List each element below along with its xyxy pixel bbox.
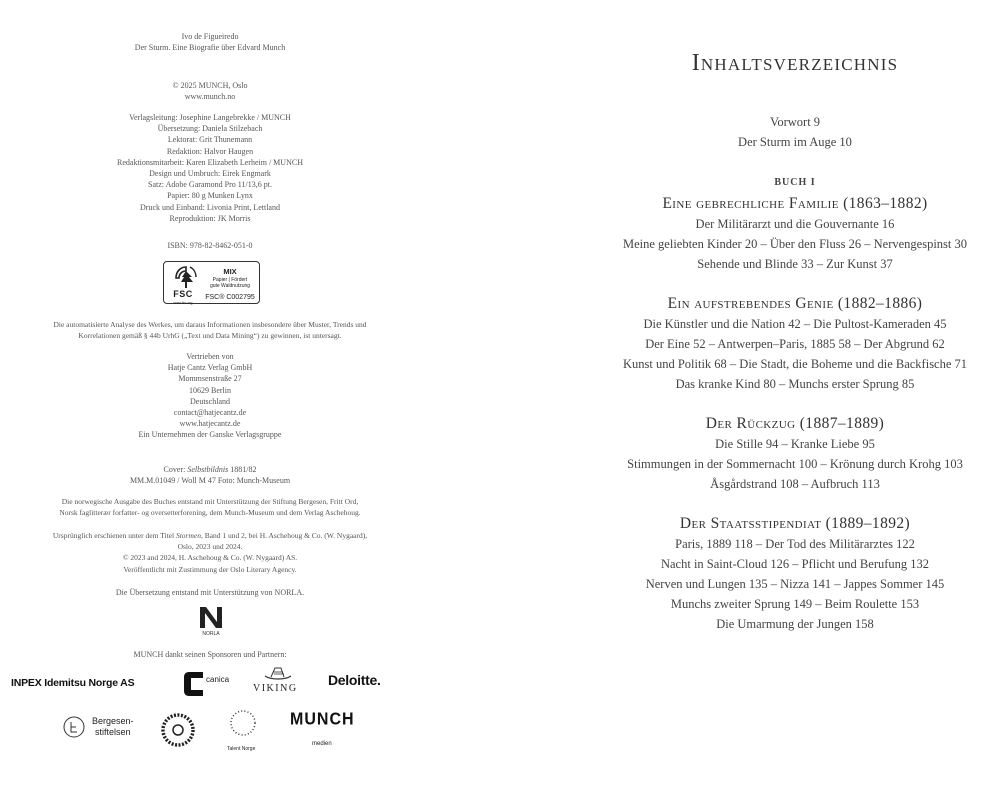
isbn-line: ISBN: 978-82-8462-051-0 — [167, 241, 253, 250]
book-title: Der Sturm. Eine Biografie über Edvard Munch — [134, 43, 286, 53]
credit-line: Lektorat: Grit Thunemann — [167, 135, 253, 145]
norwegian-edition-note: Die norwegische Ausgabe des Buches entstand mit Unterstützung der Stiftung Bergesen, Fritt Ord, Norsk faglitterær forfatter- og oversetterforening, dem Munch-Museum und dem Verlag Aschehoug. — [59, 497, 361, 518]
distribution-line: Vertrieben von — [186, 352, 234, 361]
credit-line: Übersetzung: Daniela Stilzebach — [157, 124, 263, 134]
fsc-wordmark: FSC — [173, 289, 193, 299]
chapter-entries: Åsgårdstrand 108 – Aufbruch 113 — [710, 477, 880, 491]
distribution-line: Deutschland — [190, 396, 230, 406]
credit-line: Design und Umbruch: Eirek Engmark — [149, 169, 271, 179]
chapter-entries: Stimmungen in der Sommernacht 100 – Krönung durch Krohg 103 — [627, 457, 963, 471]
credit-line: Verlagsleitung: Josephine Langebrekke / MUNCH — [129, 113, 291, 122]
norla-wordmark: NORLA — [202, 631, 220, 637]
credit-line: Redaktion: Halvor Haugen — [166, 146, 254, 156]
sponsors-thanks: MUNCH dankt seinen Sponsoren und Partnern: — [133, 650, 287, 659]
original-title-line: Ursprünglich erschienen unter dem Titel Stormen, Band 1 und 2, bei H. Aschehoug & Co. (W. Nygaard), — [52, 531, 368, 540]
book-label: BUCH I — [774, 177, 816, 188]
distribution-line: Ein Unternehmen der Ganske Verlagsgruppe — [138, 430, 282, 440]
chapter-entries: Die Künstler und die Nation 42 – Die Pultost-Kameraden 45 — [643, 317, 947, 331]
viking-ship-icon — [263, 666, 293, 682]
toc-front-item: Der Sturm im Auge 10 — [738, 135, 852, 149]
chapter-entries: Kunst und Politik 68 – Die Stadt, die Boheme und die Backfische 71 — [622, 357, 968, 371]
cover-line: Cover: Selbstbildnis 1881/82 — [163, 465, 257, 474]
cover-credit-block — [0, 464, 420, 486]
talent-norge-logo-icon — [228, 708, 258, 738]
credits-block — [0, 112, 420, 224]
chapter-entries: Das kranke Kind 80 – Munchs erster Sprung 85 — [675, 377, 915, 391]
credit-line: Redaktionsmitarbeit: Karen Elizabeth Lerheim / MUNCH — [117, 157, 303, 167]
fsc-code: FSC® C002795 — [205, 294, 255, 301]
talent-norge-wordmark: Talent Norge — [227, 746, 256, 752]
fsc-tree-icon — [170, 264, 198, 292]
translation-support: Die Übersetzung entstand mit Unterstützung von NORLA. — [115, 588, 305, 597]
chapter-entries: Sehende und Blinde 33 – Zur Kunst 37 — [697, 257, 893, 271]
chapter-entries: Meine geliebten Kinder 20 – Über den Fluss 26 – Nervengespinst 30 — [622, 237, 968, 251]
distribution-line: contact@hatjecantz.de — [173, 408, 247, 418]
toc-chapter — [590, 414, 1000, 494]
toc-front-item: Vorwort 9 — [769, 115, 821, 129]
canica-logo-icon — [181, 668, 207, 700]
toc-chapter — [590, 294, 1000, 394]
distribution-line: www.hatjecantz.de — [179, 419, 241, 429]
author-name: Ivo de Figueiredo — [181, 32, 239, 41]
website-line: www.munch.no — [184, 92, 236, 102]
credit-line: Reproduktion: JK Morris — [169, 213, 251, 223]
chapter-entries: Die Stille 94 – Kranke Liebe 95 — [715, 437, 875, 451]
colophon-page — [0, 0, 420, 800]
distribution-line: Mommsenstraße 27 — [178, 374, 242, 384]
original-edition-block: Ursprünglich erschienen unter dem Titel Stormen, Band 1 und 2, bei H. Aschehoug & Co. (W. Nygaard), Oslo, 2023 und 2024. © 2023 and 2024, H. Aschehoug & Co. (W. Nygaard) AS. Veröffentlicht mit Zustimmung der Oslo Literary Agency. — [0, 530, 420, 575]
fsc-description: Papier | Fördert gute Waldnutzung — [209, 277, 251, 289]
cover-credit: MM.M.01049 / Woll M 47 Foto: Munch-Museum — [129, 476, 291, 486]
toc-page — [590, 0, 1000, 800]
chapter-entries: Der Militärarzt und die Gouvernante 16 — [695, 217, 895, 231]
author-block — [0, 31, 420, 53]
toc-title: Inhaltsverzeichnis — [691, 50, 899, 76]
chapter-title: Ein aufstrebendes Genie (1882–1886) — [667, 295, 923, 312]
fsc-badge — [163, 261, 260, 304]
munch-medien-subtitle: medien — [312, 741, 332, 747]
chapter-entries: Munchs zweiter Sprung 149 – Beim Roulette 153 — [670, 597, 920, 611]
copyright-block — [0, 80, 420, 102]
distribution-block — [0, 351, 420, 441]
viking-wordmark: VIKING — [253, 683, 298, 694]
chapter-entries: Nacht in Saint-Cloud 126 – Pflicht und Berufung 132 — [660, 557, 930, 571]
credit-line: Druck und Einband: Livonia Print, Lettland — [140, 202, 280, 212]
chapter-title: Eine gebrechliche Familie (1863–1882) — [662, 195, 928, 212]
toc-chapter — [590, 514, 1000, 634]
deloitte-logo: Deloitte. — [328, 672, 381, 688]
chapter-entries: Nerven und Lungen 135 – Nizza 141 – Jappes Sommer 145 — [645, 577, 945, 591]
inpex-logo: INPEX Idemitsu Norge AS — [11, 677, 135, 689]
fsc-mix-label: MIX — [223, 267, 237, 276]
chapter-title: Der Rückzug (1887–1889) — [705, 415, 885, 432]
bergesen-seal-icon — [63, 716, 85, 738]
credit-line: Satz: Adobe Garamond Pro 11/13,6 pt. — [148, 180, 272, 190]
distribution-line: 10629 Berlin — [189, 385, 231, 395]
bergesen-wordmark: Bergesen- stiftelsen — [92, 716, 134, 737]
chapter-entries: Die Umarmung der Jungen 158 — [716, 617, 874, 631]
distribution-line: Hatje Cantz Verlag GmbH — [167, 363, 253, 373]
chapter-entries: Der Eine 52 – Antwerpen–Paris, 1885 58 – Der Abgrund 62 — [645, 337, 945, 351]
credit-line: Papier: 80 g Munken Lynx — [167, 191, 253, 201]
toc-chapter — [590, 194, 1000, 274]
canica-wordmark: canica — [206, 675, 230, 684]
chapter-entries: Paris, 1889 118 – Der Tod des Militärarztes 122 — [675, 537, 915, 551]
munch-medien-logo: MUNCH — [290, 710, 355, 729]
fsc-url: www.fsc.org — [173, 301, 193, 305]
chapter-title: Der Staatsstipendiat (1889–1892) — [679, 515, 911, 532]
sparebank-stiftelsen-seal-icon — [158, 710, 198, 750]
copyright-line: © 2025 MUNCH, Oslo — [172, 81, 248, 90]
tdm-notice: Die automatisierte Analyse des Werkes, um daraus Informationen insbesondere über Muster, Trends und Korrelationen gemäß § 44b UrhG („Text und Data Mining“) zu gewinnen, ist untersagt. — [53, 320, 367, 341]
